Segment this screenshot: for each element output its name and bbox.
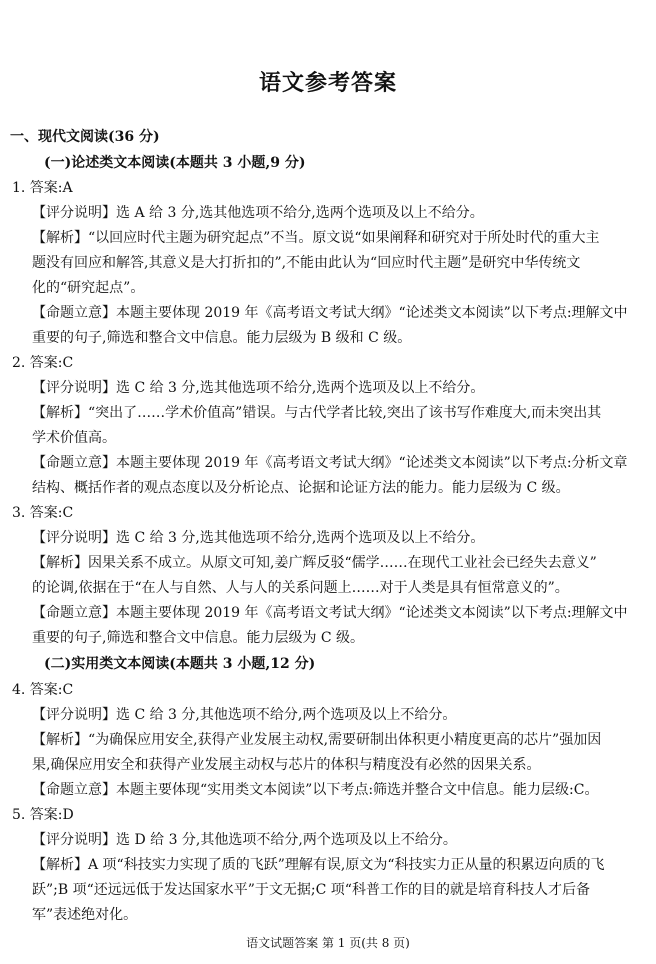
q1-analysis-line: 【解析】“以回应时代主题为研究起点”不当。原文说“如果阐释和研究对于所处时代的重大主 [32, 230, 600, 246]
q1-intent-line: 重要的句子,筛选和整合文中信息。能力层级为 B 级和 C 级。 [32, 330, 412, 346]
subsection-heading-practical: (二)实用类文本阅读(本题共 3 小题,12 分) [44, 656, 316, 672]
q1-analysis-line: 题没有回应和解答,其意义是大打折扣的”,不能由此认为“回应时代主题”是研究中华传统文 [32, 255, 581, 271]
q5-answer: 5. 答案:D [12, 807, 74, 823]
q2-analysis-line: 学术价值高。 [32, 430, 116, 446]
page-footer: 语文试题答案 第 1 页(共 8 页) [246, 936, 410, 950]
q5-score-note: 【评分说明】选 D 给 3 分,其他选项不给分,两个选项及以上不给分。 [32, 832, 457, 848]
q4-answer: 4. 答案:C [12, 682, 74, 698]
q4-analysis-line: 【解析】“为确保应用安全,获得产业发展主动权,需要研制出体积更小精度更高的芯片”强加因 [32, 732, 602, 748]
page-title: 语文参考答案 [258, 70, 397, 96]
q2-intent-line: 【命题立意】本题主要体现 2019 年《高考语文考试大纲》“论述类文本阅读”以下考点:分析文章 [32, 455, 628, 471]
q4-analysis-line: 果,确保应用安全和获得产业发展主动权与芯片的体积与精度没有必然的因果关系。 [32, 757, 541, 773]
q3-score-note: 【评分说明】选 C 给 3 分,选其他选项不给分,选两个选项及以上不给分。 [32, 530, 485, 546]
q3-analysis-line: 的论调,依据在于“在人与自然、人与人的关系问题上……对于人类是具有恒常意义的”。 [32, 580, 569, 596]
q3-analysis-line: 【解析】因果关系不成立。从原文可知,姜广辉反驳“儒学……在现代工业社会已经失去意义” [32, 555, 597, 571]
q1-analysis-line: 化的“研究起点”。 [32, 280, 145, 296]
q4-score-note: 【评分说明】选 C 给 3 分,其他选项不给分,两个选项及以上不给分。 [32, 707, 457, 723]
q4-intent-line: 【命题立意】本题主要体现“实用类文本阅读”以下考点:筛选并整合文中信息。能力层级:C。 [32, 782, 599, 798]
q5-analysis-line: 【解析】A 项“科技实力实现了质的飞跃”理解有误,原文为“科技实力正从量的积累迈向质的飞 [32, 857, 605, 873]
q1-intent-line: 【命题立意】本题主要体现 2019 年《高考语文考试大纲》“论述类文本阅读”以下考点:理解文中 [32, 305, 628, 321]
q1-score-note: 【评分说明】选 A 给 3 分,选其他选项不给分,选两个选项及以上不给分。 [32, 205, 484, 221]
q3-intent-line: 【命题立意】本题主要体现 2019 年《高考语文考试大纲》“论述类文本阅读”以下考点:理解文中 [32, 605, 628, 621]
q2-analysis-line: 【解析】“突出了……学术价值高”错误。与古代学者比较,突出了该书写作难度大,而未突出其 [32, 405, 602, 421]
q5-analysis-line: 跃”;B 项“还远远低于发达国家水平”于文无据;C 项“科普工作的目的就是培育科技人才后备 [32, 882, 590, 898]
q2-answer: 2. 答案:C [12, 355, 74, 371]
q2-intent-line: 结构、概括作者的观点态度以及分析论点、论据和论证方法的能力。能力层级为 C 级。 [32, 480, 570, 496]
subsection-heading-argumentative: (一)论述类文本阅读(本题共 3 小题,9 分) [44, 155, 306, 171]
section-heading-modern-reading: 一、现代文阅读(36 分) [10, 129, 160, 145]
q5-analysis-line: 军”表述绝对化。 [32, 907, 138, 923]
q1-answer: 1. 答案:A [12, 180, 73, 196]
q3-answer: 3. 答案:C [12, 505, 74, 521]
q2-score-note: 【评分说明】选 C 给 3 分,选其他选项不给分,选两个选项及以上不给分。 [32, 380, 485, 396]
q3-intent-line: 重要的句子,筛选和整合文中信息。能力层级为 C 级。 [32, 630, 365, 646]
